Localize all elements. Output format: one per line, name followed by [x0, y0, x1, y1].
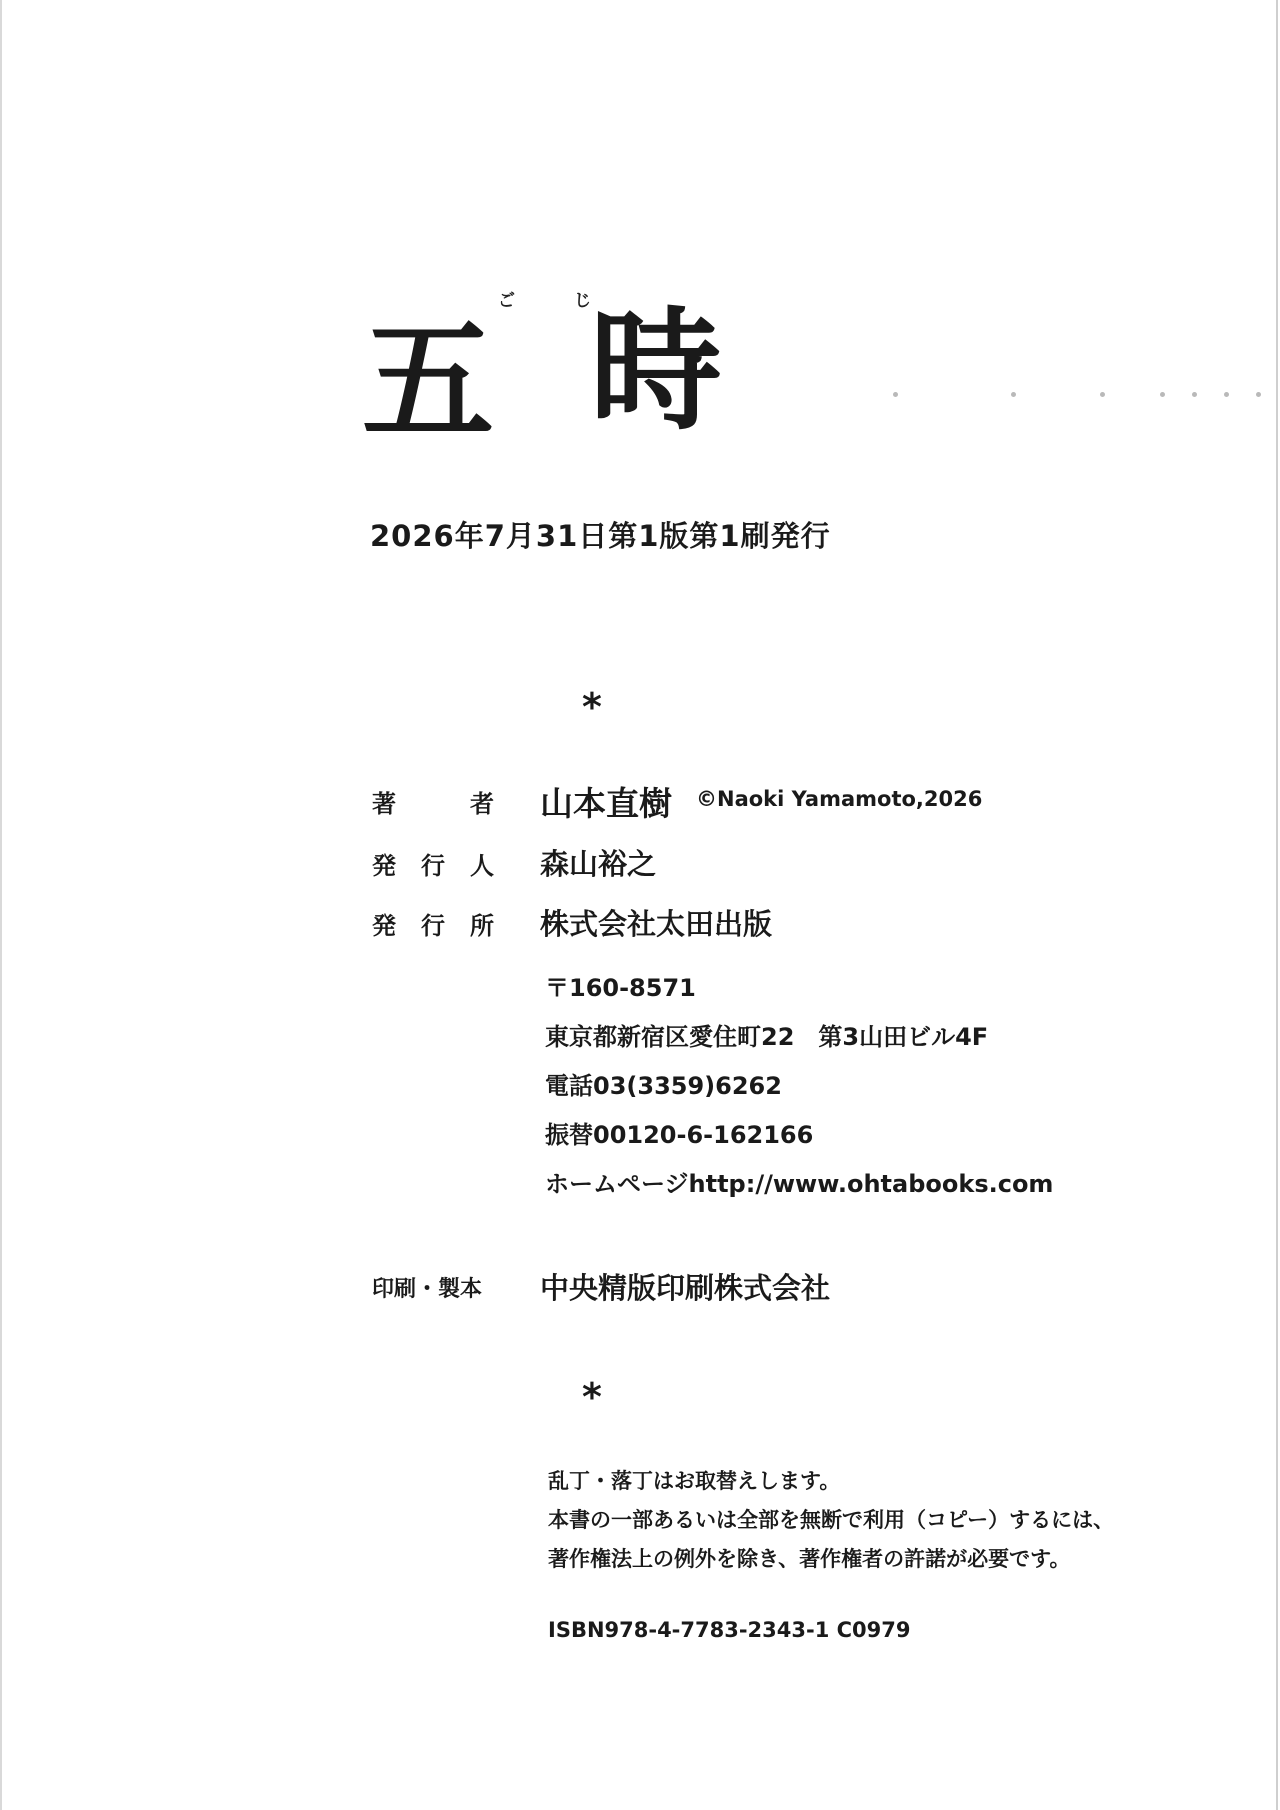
phone-number: 電話03(3359)6262	[545, 1072, 782, 1100]
transfer-account: 振替00120-6-162166	[545, 1121, 814, 1149]
page-edge-left	[0, 0, 2, 1810]
title-ruby-2: じ	[574, 291, 591, 311]
publisher-label: 発 行 所	[372, 912, 494, 940]
homepage-url: ホームページhttp://www.ohtabooks.com	[545, 1170, 1054, 1198]
dot-leader	[893, 392, 898, 397]
publisher-person-name: 森山裕之	[540, 847, 657, 881]
street-address: 東京都新宿区愛住町22 第3山田ビル4F	[545, 1023, 989, 1051]
edition-date: 2026年7月31日第1版第1刷発行	[370, 519, 831, 553]
notice-line: 乱丁・落丁はお取替えします。	[548, 1469, 841, 1493]
title-char-2: 時	[590, 295, 722, 449]
printing-company: 中央精版印刷株式会社	[540, 1271, 831, 1305]
publisher-person-label: 発 行 人	[372, 852, 494, 880]
separator-asterisk: *	[582, 1375, 602, 1419]
dot-leader	[1256, 392, 1261, 397]
title-char-1: 五	[362, 305, 494, 459]
title-ruby-1: ご	[498, 291, 515, 311]
dot-leader	[1100, 392, 1105, 397]
printing-label: 印刷・製本	[372, 1277, 483, 1302]
dot-leader	[1011, 392, 1016, 397]
notice-line: 著作権法上の例外を除き、著作権者の許諾が必要です。	[548, 1547, 1071, 1571]
dot-leader	[1192, 392, 1197, 397]
author-label: 著 者	[372, 790, 494, 818]
page-edge-right	[1276, 0, 1278, 1810]
copyright-notice: ©Naoki Yamamoto,2026	[696, 787, 983, 811]
dot-leader	[1160, 392, 1165, 397]
postal-code: 〒160-8571	[545, 974, 696, 1002]
separator-asterisk: *	[582, 685, 602, 729]
dot-leader	[1224, 392, 1229, 397]
isbn: ISBN978-4-7783-2343-1 C0979	[548, 1618, 911, 1642]
author-name: 山本直樹	[540, 784, 672, 823]
notice-line: 本書の一部あるいは全部を無断で利用（コピー）するには、	[548, 1508, 1115, 1532]
publisher-name: 株式会社太田出版	[540, 907, 773, 941]
